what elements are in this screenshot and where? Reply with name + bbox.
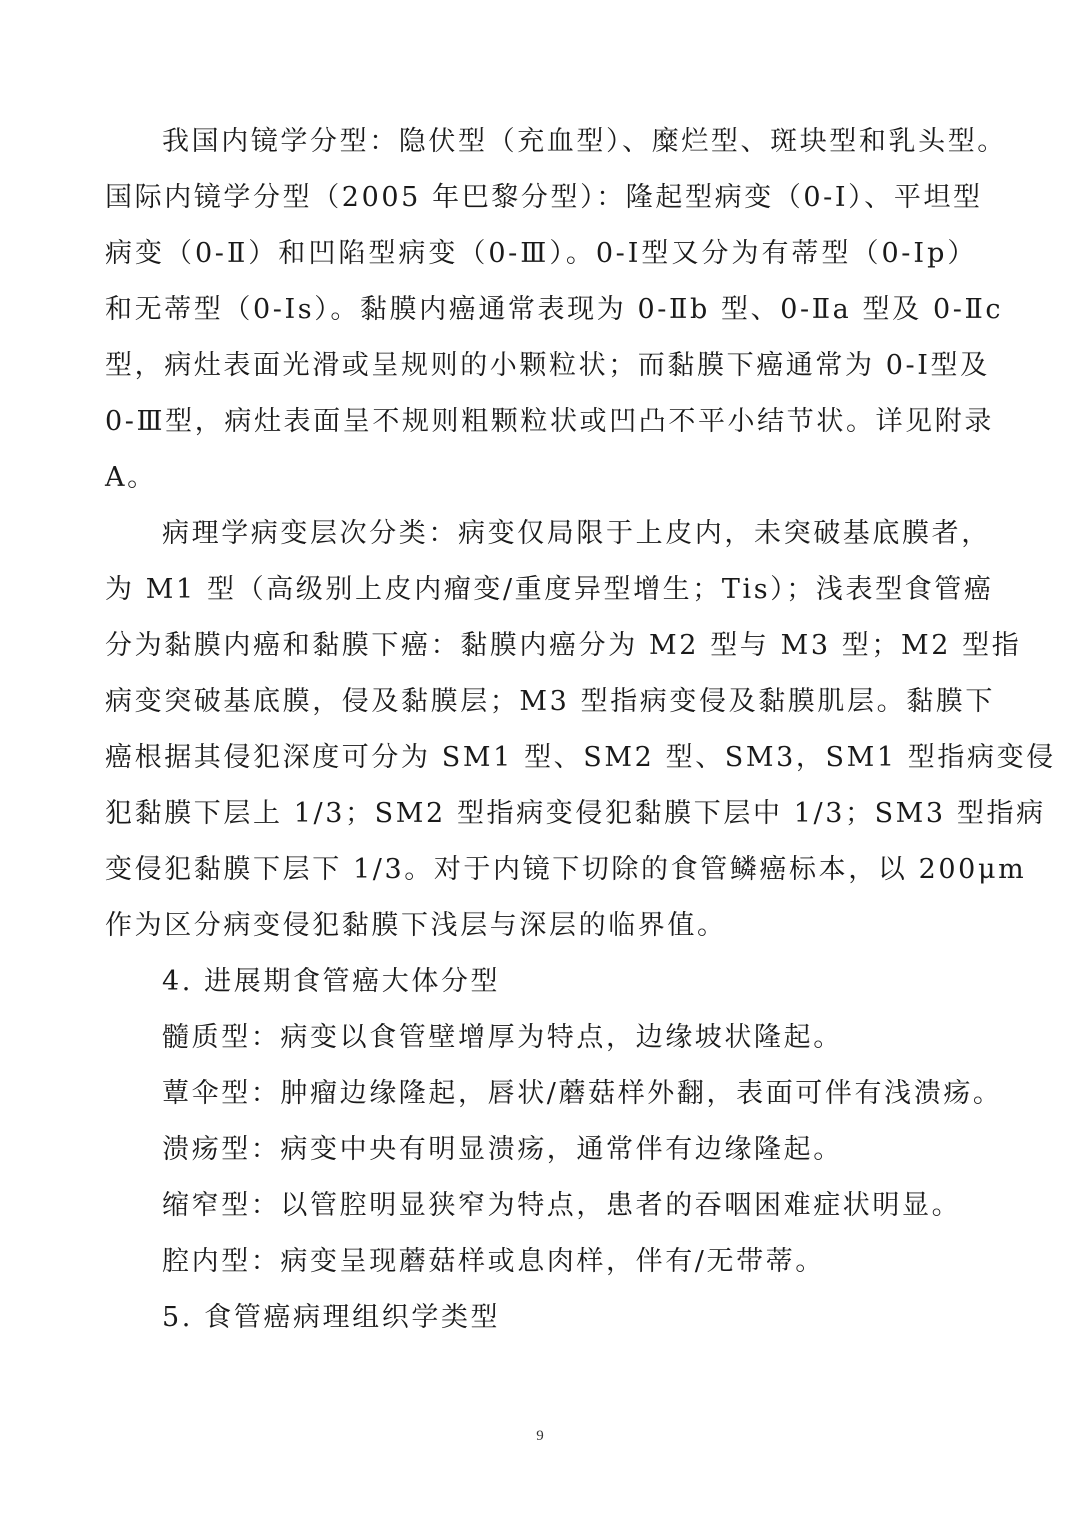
text-line: 0-Ⅲ型，病灶表面呈不规则粗颗粒状或凹凸不平小结节状。详见附录 [105, 406, 994, 437]
text-line: A。 [105, 462, 157, 493]
text-line: 病变突破基底膜，侵及黏膜层；M3 型指病变侵及黏膜肌层。黏膜下 [105, 686, 996, 717]
text-line: 国际内镜学分型（2005 年巴黎分型）：隆起型病变（0-Ⅰ）、平坦型 [105, 182, 983, 213]
text-line: 病变（0-Ⅱ）和凹陷型病变（0-Ⅲ）。0-Ⅰ型又分为有蒂型（0-Ⅰp） [105, 238, 977, 269]
text-line: 和无蒂型（0-Ⅰs）。黏膜内癌通常表现为 0-Ⅱb 型、0-Ⅱa 型及 0-Ⅱc [105, 294, 1004, 325]
section-heading: 5. 食管癌病理组织学类型 [162, 1302, 501, 1333]
list-item: 腔内型：病变呈现蘑菇样或息肉样，伴有/无带蒂。 [162, 1246, 825, 1277]
list-item: 髓质型：病变以食管壁增厚为特点，边缘坡状隆起。 [162, 1022, 843, 1053]
text-line: 为 M1 型（高级别上皮内瘤变/重度异型增生；Tis）；浅表型食管癌 [105, 574, 994, 605]
text-line: 癌根据其侵犯深度可分为 SM1 型、SM2 型、SM3，SM1 型指病变侵 [105, 742, 1056, 773]
text-line: 变侵犯黏膜下层下 1/3。对于内镜下切除的食管鳞癌标本，以 200μm [105, 854, 1027, 885]
list-item: 溃疡型：病变中央有明显溃疡，通常伴有边缘隆起。 [162, 1134, 843, 1165]
text-line: 犯黏膜下层上 1/3；SM2 型指病变侵犯黏膜下层中 1/3；SM3 型指病 [105, 798, 1046, 829]
page-number: 9 [536, 1428, 544, 1444]
text-line: 分为黏膜内癌和黏膜下癌：黏膜内癌分为 M2 型与 M3 型；M2 型指 [105, 630, 1022, 661]
list-item: 蕈伞型：肿瘤边缘隆起，唇状/蘑菇样外翻，表面可伴有浅溃疡。 [162, 1078, 1003, 1109]
list-item: 缩窄型：以管腔明显狭窄为特点，患者的吞咽困难症状明显。 [162, 1190, 962, 1221]
text-line: 作为区分病变侵犯黏膜下浅层与深层的临界值。 [105, 910, 727, 941]
text-line: 我国内镜学分型：隐伏型（充血型）、糜烂型、斑块型和乳头型。 [162, 126, 1007, 157]
section-heading: 4. 进展期食管癌大体分型 [162, 966, 501, 997]
text-line: 型，病灶表面光滑或呈规则的小颗粒状；而黏膜下癌通常为 0-Ⅰ型及 [105, 350, 990, 381]
text-line: 病理学病变层次分类：病变仅局限于上皮内，未突破基底膜者， [162, 518, 991, 549]
